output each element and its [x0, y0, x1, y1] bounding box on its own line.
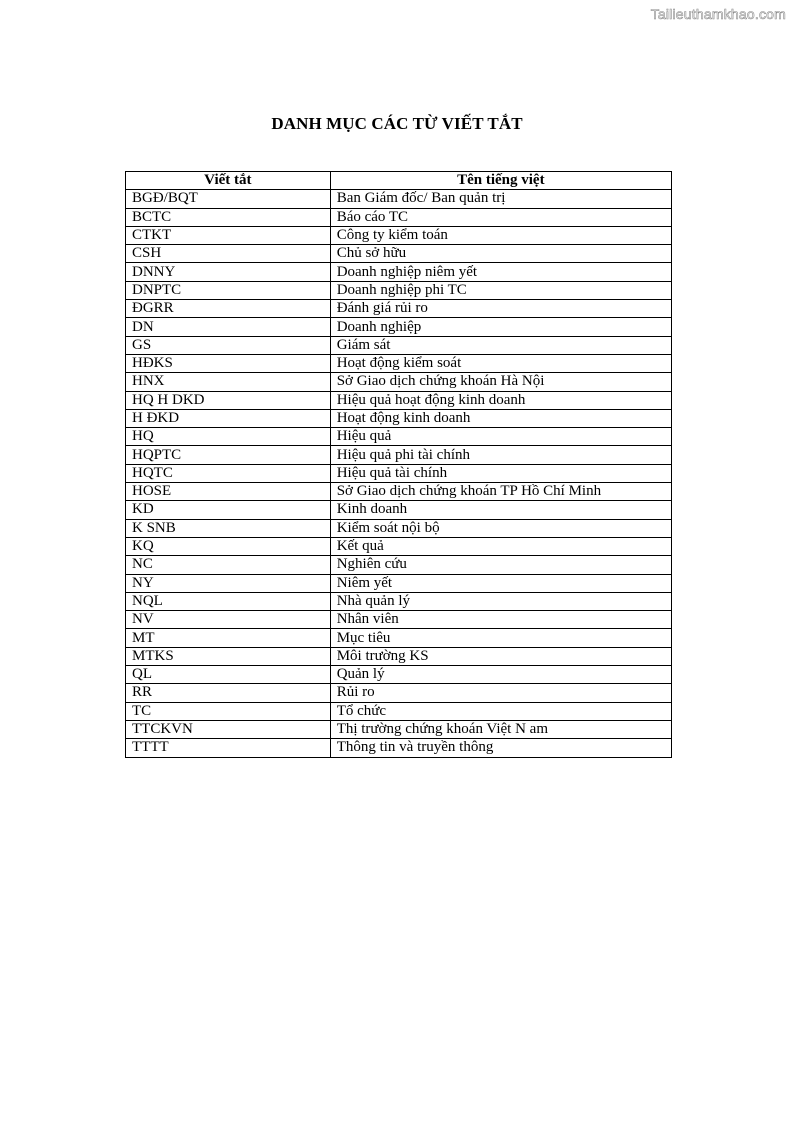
vietnamese-name-cell: Tổ chức: [330, 702, 671, 720]
abbreviation-cell: BGĐ/BQT: [126, 190, 331, 208]
vietnamese-name-cell: Kết quả: [330, 537, 671, 555]
abbreviation-cell: HQTC: [126, 464, 331, 482]
vietnamese-name-cell: Nghiên cứu: [330, 556, 671, 574]
table-row: [126, 409, 672, 427]
vietnamese-name-cell: Sở Giao dịch chứng khoán Hà Nội: [330, 373, 671, 391]
table-row: [126, 739, 672, 757]
vietnamese-name-cell: Chủ sở hữu: [330, 245, 671, 263]
vietnamese-name-cell: Doanh nghiệp niêm yết: [330, 263, 671, 281]
table-row: [126, 391, 672, 409]
table-row: [126, 592, 672, 610]
abbreviation-cell: GS: [126, 336, 331, 354]
vietnamese-name-cell: Doanh nghiệp phi TC: [330, 281, 671, 299]
vietnamese-name-cell: Đánh giá rủi ro: [330, 300, 671, 318]
table-row: [126, 556, 672, 574]
vietnamese-name-cell: Nhân viên: [330, 611, 671, 629]
abbreviation-cell: BCTC: [126, 208, 331, 226]
table-row: [126, 373, 672, 391]
table-row: [126, 446, 672, 464]
vietnamese-name-cell: Hiệu quả hoạt động kinh doanh: [330, 391, 671, 409]
vietnamese-name-cell: Môi trường KS: [330, 647, 671, 665]
abbreviation-table: [125, 171, 672, 758]
abbreviation-cell: HQ: [126, 428, 331, 446]
abbreviation-cell: NQL: [126, 592, 331, 610]
table-row: [126, 684, 672, 702]
vietnamese-name-cell: Thị trường chứng khoán Việt N am: [330, 720, 671, 738]
vietnamese-name-cell: Báo cáo TC: [330, 208, 671, 226]
vietnamese-name-cell: Nhà quản lý: [330, 592, 671, 610]
abbreviation-cell: HNX: [126, 373, 331, 391]
abbreviation-cell: MTKS: [126, 647, 331, 665]
vietnamese-name-cell: Giám sát: [330, 336, 671, 354]
vietnamese-name-cell: Hoạt động kiểm soát: [330, 354, 671, 372]
table-row: [126, 428, 672, 446]
table-row: [126, 245, 672, 263]
table-row: [126, 629, 672, 647]
vietnamese-name-cell: Rủi ro: [330, 684, 671, 702]
vietnamese-name-cell: Niêm yết: [330, 574, 671, 592]
page-title: DANH MỤC CÁC TỪ VIẾT TẮT: [271, 114, 523, 133]
table-row: [126, 208, 672, 226]
watermark: Tailieuthamkhao.com: [650, 6, 786, 22]
abbreviation-cell: NC: [126, 556, 331, 574]
table-row: [126, 190, 672, 208]
vietnamese-name-cell: Kiểm soát nội bộ: [330, 519, 671, 537]
abbreviation-cell: HOSE: [126, 483, 331, 501]
table-header-row: [126, 172, 672, 190]
table-row: [126, 720, 672, 738]
table-row: [126, 647, 672, 665]
table-row: [126, 537, 672, 555]
header-abbreviation: Viết tắt: [126, 172, 331, 190]
abbreviation-cell: CSH: [126, 245, 331, 263]
abbreviation-cell: RR: [126, 684, 331, 702]
abbreviation-cell: H ĐKD: [126, 409, 331, 427]
table-row: [126, 574, 672, 592]
table-row: [126, 263, 672, 281]
table-row: [126, 702, 672, 720]
abbreviation-cell: DN: [126, 318, 331, 336]
vietnamese-name-cell: Doanh nghiệp: [330, 318, 671, 336]
table-row: [126, 666, 672, 684]
vietnamese-name-cell: Công ty kiểm toán: [330, 226, 671, 244]
abbreviation-cell: DNPTC: [126, 281, 331, 299]
abbreviation-cell: NY: [126, 574, 331, 592]
abbreviation-cell: ĐGRR: [126, 300, 331, 318]
vietnamese-name-cell: Ban Giám đốc/ Ban quản trị: [330, 190, 671, 208]
table-row: [126, 281, 672, 299]
abbreviation-cell: NV: [126, 611, 331, 629]
abbreviation-cell: MT: [126, 629, 331, 647]
vietnamese-name-cell: Mục tiêu: [330, 629, 671, 647]
table-row: [126, 354, 672, 372]
abbreviation-cell: HĐKS: [126, 354, 331, 372]
abbreviation-cell: CTKT: [126, 226, 331, 244]
vietnamese-name-cell: Kinh doanh: [330, 501, 671, 519]
abbreviation-cell: KQ: [126, 537, 331, 555]
table-row: [126, 300, 672, 318]
abbreviation-cell: TTTT: [126, 739, 331, 757]
vietnamese-name-cell: Quản lý: [330, 666, 671, 684]
vietnamese-name-cell: Hiệu quả phi tài chính: [330, 446, 671, 464]
abbreviation-cell: HQPTC: [126, 446, 331, 464]
vietnamese-name-cell: Sở Giao dịch chứng khoán TP Hồ Chí Minh: [330, 483, 671, 501]
abbreviation-cell: QL: [126, 666, 331, 684]
abbreviation-cell: TC: [126, 702, 331, 720]
abbreviation-cell: TTCKVN: [126, 720, 331, 738]
table-row: [126, 519, 672, 537]
table-row: [126, 483, 672, 501]
vietnamese-name-cell: Hiệu quả: [330, 428, 671, 446]
table-row: [126, 501, 672, 519]
abbreviation-cell: HQ H DKD: [126, 391, 331, 409]
vietnamese-name-cell: Hiệu quả tài chính: [330, 464, 671, 482]
table-row: [126, 611, 672, 629]
table-row: [126, 336, 672, 354]
header-vietnamese-name: Tên tiếng việt: [330, 172, 671, 190]
vietnamese-name-cell: Hoạt động kinh doanh: [330, 409, 671, 427]
table-row: [126, 464, 672, 482]
abbreviation-cell: KD: [126, 501, 331, 519]
abbreviation-cell: K SNB: [126, 519, 331, 537]
table-row: [126, 226, 672, 244]
vietnamese-name-cell: Thông tin và truyền thông: [330, 739, 671, 757]
abbreviation-cell: DNNY: [126, 263, 331, 281]
table-row: [126, 318, 672, 336]
